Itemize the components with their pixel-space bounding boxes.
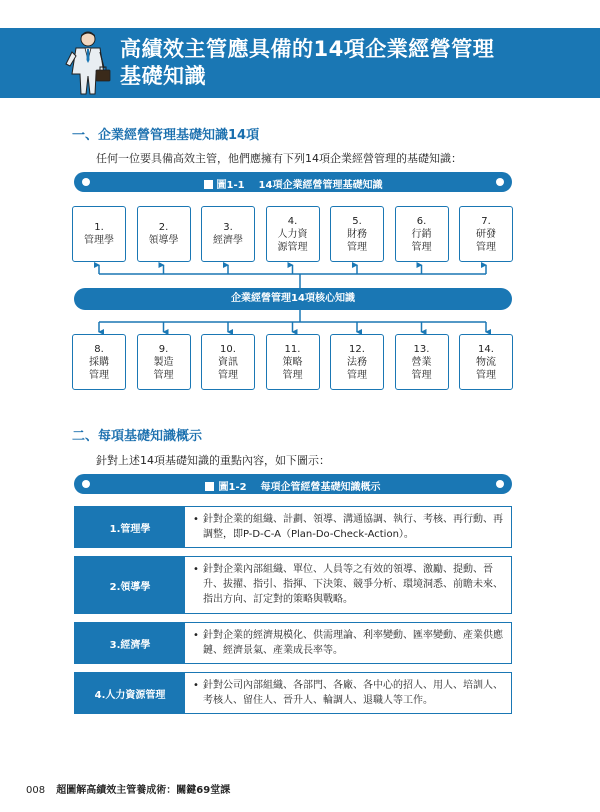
knowledge-box-number: 14. xyxy=(478,343,494,355)
knowledge-box-number: 6. xyxy=(416,215,427,227)
knowledge-box-number: 1. xyxy=(94,222,104,233)
knowledge-box-number: 8. xyxy=(94,343,104,355)
knowledge-box-label: 管理 xyxy=(153,369,174,381)
book-title: 超圖解高績效主管養成術：關鍵69堂課 xyxy=(56,785,231,796)
knowledge-row xyxy=(74,622,512,664)
knowledge-row-label: 3.經濟學 xyxy=(75,623,185,663)
core-knowledge-bar: 企業經營管理14項核心知識 xyxy=(74,288,512,310)
knowledge-box-label: 行銷 xyxy=(411,228,432,240)
knowledge-box-number: 10. xyxy=(220,343,236,355)
knowledge-box-label: 管理 xyxy=(476,369,496,381)
knowledge-box xyxy=(72,206,126,262)
knowledge-box-number: 13. xyxy=(413,343,430,355)
figure2-banner xyxy=(74,474,512,494)
knowledge-box-label: 人力資 xyxy=(277,228,308,240)
knowledge-box xyxy=(395,334,449,390)
knowledge-row-desc: • 針對企業內部組織、單位、人員等之有效的領導、激勵、提動、晉升、拔擢、指引、指揮、下決策、競爭分析、環境洞悉、前瞻未來、指出方向、訂定對的策略與戰略。 xyxy=(193,562,503,607)
knowledge-box-label: 管理 xyxy=(476,241,496,253)
knowledge-box-number: 2. xyxy=(158,222,169,233)
knowledge-box-label: 管理 xyxy=(347,241,367,253)
knowledge-box-label: 物流 xyxy=(476,356,496,368)
knowledge-box-label: 法務 xyxy=(347,356,367,368)
knowledge-box xyxy=(459,206,513,262)
knowledge-box-label: 管理 xyxy=(347,369,367,381)
section2-title: 二、每項基礎知識概示 xyxy=(72,429,203,444)
knowledge-row-label: 2.領導學 xyxy=(75,557,185,613)
knowledge-row-desc: • 針對公司內部組織、各部門、各廠、各中心的招人、用人、培訓人、考核人、留住人、晉升人、輪調人、退職人等工作。 xyxy=(193,678,503,708)
knowledge-box-label: 策略 xyxy=(282,356,303,368)
knowledge-row-desc: • 針對企業的組織、計劃、領導、溝通協調、執行、考核、再行動、再調整，即P-D-C-A（Plan-Do-Check-Action）。 xyxy=(193,512,503,542)
section1-title: 一、企業經營管理基礎知識14項 xyxy=(72,128,260,143)
knowledge-box xyxy=(201,334,255,390)
knowledge-row xyxy=(74,672,512,714)
knowledge-box-label: 源管理 xyxy=(277,241,308,253)
knowledge-box-number: 12. xyxy=(349,343,365,355)
knowledge-row-label: 1.管理學 xyxy=(75,507,185,547)
knowledge-box-number: 4. xyxy=(287,215,298,227)
knowledge-box-label: 財務 xyxy=(347,228,367,240)
knowledge-row xyxy=(74,556,512,614)
knowledge-box xyxy=(330,206,384,262)
figure2-label: 圖1-2 xyxy=(218,482,247,493)
knowledge-box xyxy=(137,206,191,262)
knowledge-box-label: 研發 xyxy=(476,228,496,240)
page-title-line1: 高績效主管應具備的14項企業經營管理 xyxy=(120,37,495,61)
knowledge-box-number: 5. xyxy=(352,215,362,227)
knowledge-box-label: 經濟學 xyxy=(213,235,243,246)
section1-text: 任何一位要具備高效主管，他們應擁有下列14項企業經營管理的基礎知識： xyxy=(96,152,462,165)
knowledge-row xyxy=(74,506,512,548)
knowledge-row-label: 4.人力資源管理 xyxy=(75,673,185,713)
page-number: 008 xyxy=(26,785,46,796)
knowledge-box-label: 資訊 xyxy=(218,356,238,368)
knowledge-box-number: 7. xyxy=(481,215,491,227)
knowledge-box xyxy=(266,206,320,262)
knowledge-box-label: 管理 xyxy=(218,369,238,381)
figure-square-icon xyxy=(205,482,214,491)
knowledge-box-label: 營業 xyxy=(411,356,432,368)
knowledge-box-label: 管理學 xyxy=(84,235,114,246)
knowledge-box-number: 11. xyxy=(284,343,301,355)
knowledge-box-label: 管理 xyxy=(411,369,432,381)
knowledge-box-label: 管理 xyxy=(282,369,303,381)
knowledge-row-desc: • 針對企業的經濟規模化、供需理論、利率變動、匯率變動、產業供應鏈、經濟景氣、產業成長率等。 xyxy=(193,628,503,658)
figure1-label: 圖1-1 xyxy=(216,180,245,191)
knowledge-box-label: 領導學 xyxy=(148,235,179,246)
knowledge-box xyxy=(137,334,191,390)
figure2-caption: 每項企管經營基礎知識概示 xyxy=(260,482,381,493)
knowledge-box xyxy=(72,334,126,390)
knowledge-box xyxy=(330,334,384,390)
figure1-caption: 14項企業經營管理基礎知識 xyxy=(258,180,383,191)
knowledge-box-label: 管理 xyxy=(89,369,109,381)
page-footer xyxy=(26,781,230,796)
page-title-line2: 基礎知識 xyxy=(120,64,206,88)
knowledge-box xyxy=(201,206,255,262)
knowledge-box xyxy=(459,334,513,390)
knowledge-box-label: 管理 xyxy=(411,241,432,253)
banner-dot-right xyxy=(496,480,504,488)
knowledge-box-label: 採購 xyxy=(89,356,109,368)
knowledge-box-number: 9. xyxy=(158,343,169,355)
section2-text: 針對上述14項基礎知識的重點內容，如下圖示： xyxy=(96,454,330,467)
knowledge-box-number: 3. xyxy=(223,222,233,233)
knowledge-box xyxy=(395,206,449,262)
knowledge-box xyxy=(266,334,320,390)
knowledge-box-label: 製造 xyxy=(153,356,174,368)
